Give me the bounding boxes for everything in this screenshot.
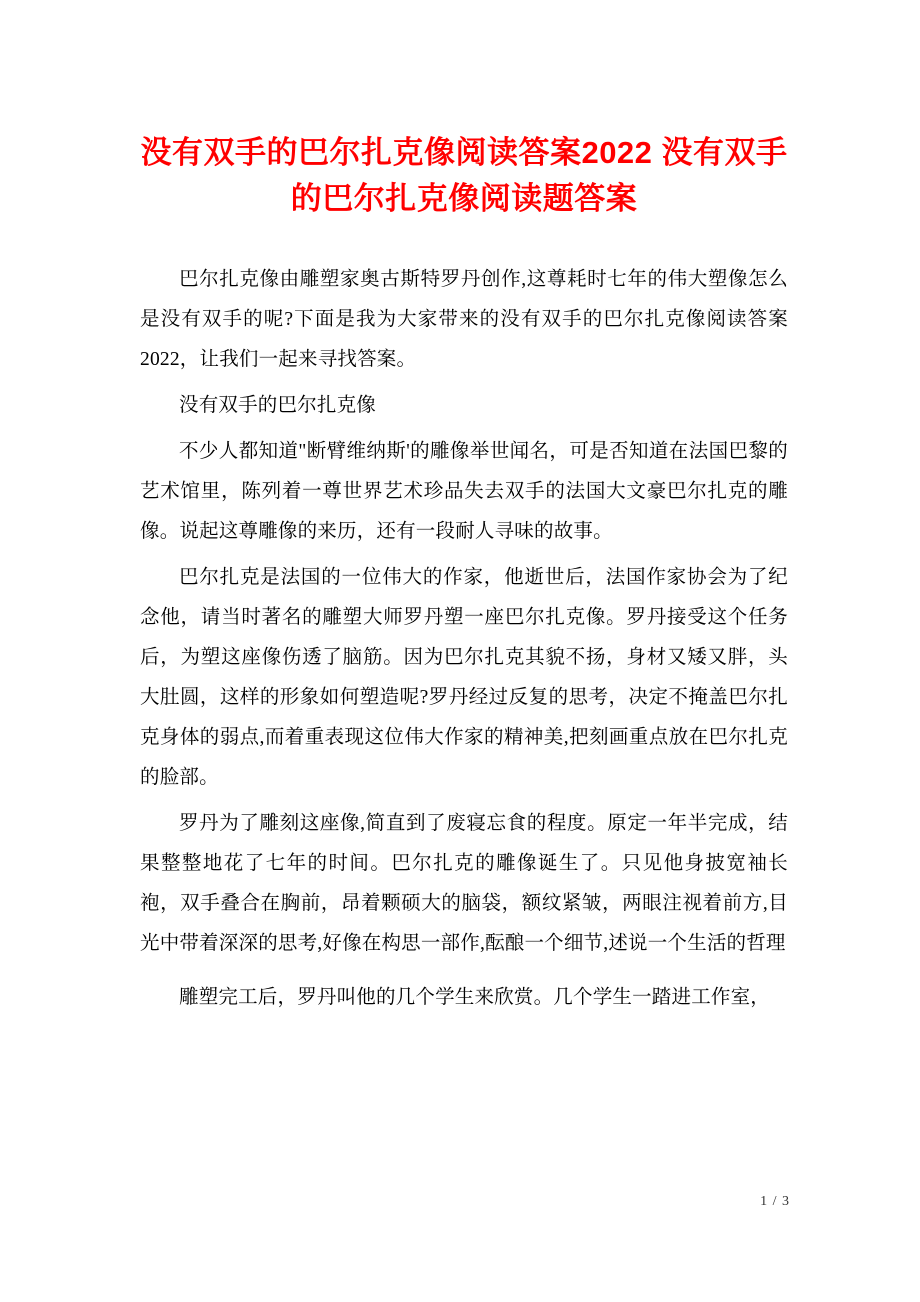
page-number: 1 / 3 (760, 1194, 790, 1209)
paragraph-subtitle: 没有双手的巴尔扎克像 (179, 395, 377, 416)
paragraph-body-1: 不少人都知道"断臂维纳斯'的雕像举世闻名，可是否知道在法国巴黎的艺术馆里，陈列着一尊世界艺术珍品失去双手的法国大文豪巴尔扎克的雕像。说起这尊雕像的来历，还有一段耐人寻味的故事。 (140, 441, 788, 542)
page-title: 没有双手的巴尔扎克像阅读答案2022 没有双手的巴尔扎克像阅读题答案 (140, 135, 788, 216)
paragraph-intro: 巴尔扎克像由雕塑家奥古斯特罗丹创作,这尊耗时七年的伟大塑像怎么是没有双手的呢?下面是我为大家带来的没有双手的巴尔扎克像阅读答案2022，让我们一起来寻找答案。 (140, 269, 788, 370)
paragraph-body-3: 罗丹为了雕刻这座像,简直到了废寝忘食的程度。原定一年半完成，结果整整地花了七年的时间。巴尔扎克的雕像诞生了。只见他身披宽袖长袍，双手叠合在胸前，昂着颗硕大的脑袋，额纹紧皱，两眼注视着前方,目光中带着深深的思考,好像在构思一部作,酝酿一个细节,述说一个生活的哲理 (140, 813, 788, 954)
paragraph-body-2: 巴尔扎克是法国的一位伟大的作家，他逝世后，法国作家协会为了纪念他，请当时著名的雕塑大师罗丹塑一座巴尔扎克像。罗丹接受这个任务后，为塑这座像伤透了脑筋。因为巴尔扎克其貌不扬，身材又矮又胖，头大肚圆，这样的形象如何塑造呢?罗丹经过反复的思考，决定不掩盖巴尔扎克身体的弱点,而着重表现这位伟大作家的精神美,把刻画重点放在巴尔扎克的脸部。 (140, 567, 788, 788)
document-body (140, 130, 788, 1024)
paragraph-body-4: 雕塑完工后，罗丹叫他的几个学生来欣赏。几个学生一踏进工作室， (179, 987, 771, 1008)
